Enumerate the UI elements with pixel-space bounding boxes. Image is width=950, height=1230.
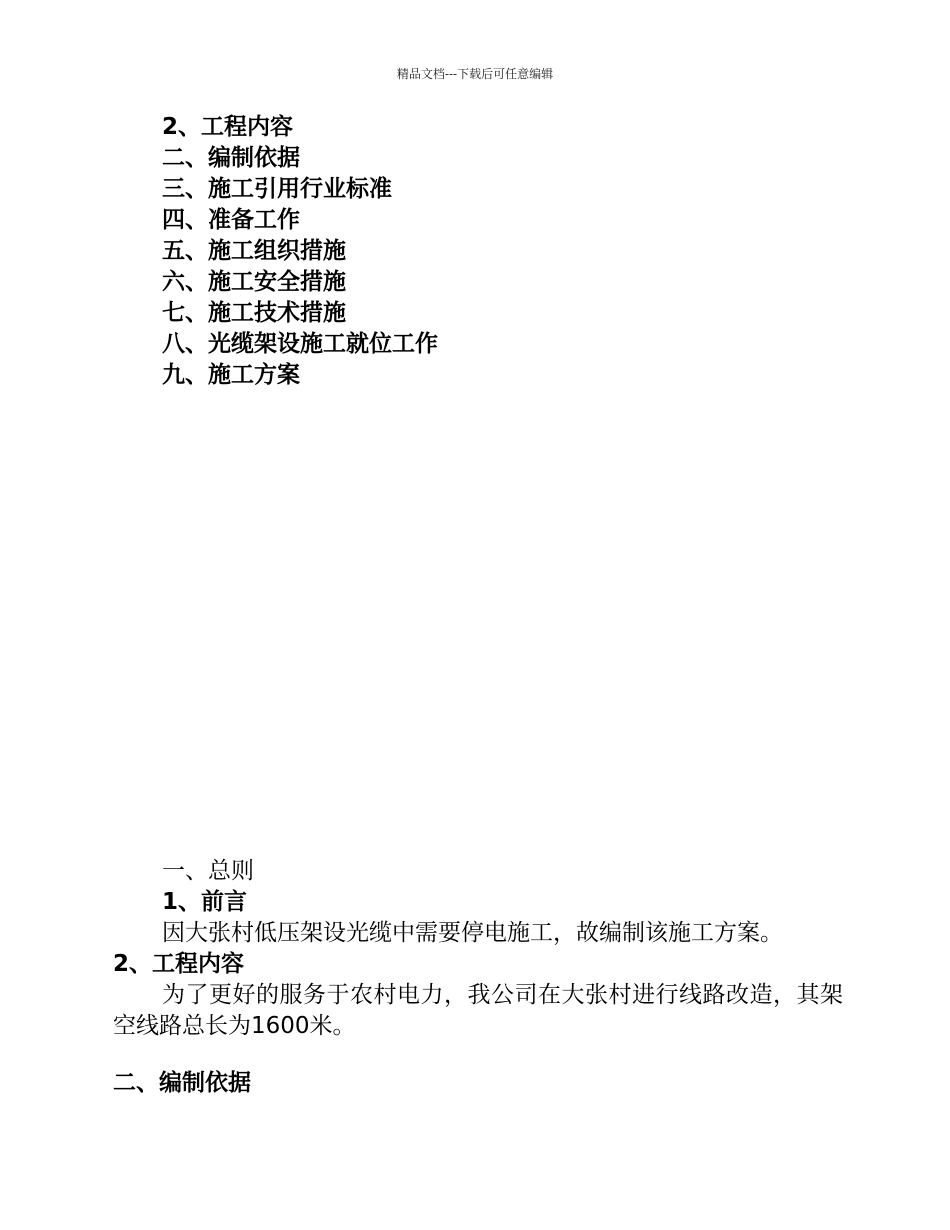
toc-item-plan: 九、施工方案 <box>162 362 300 388</box>
toc-item-preparation: 四、准备工作 <box>162 207 300 233</box>
toc-item-safety: 六、施工安全措施 <box>162 269 346 295</box>
paragraph-spacer <box>113 1042 843 1068</box>
preface-paragraph: 因大张村低压架设光缆中需要停电施工，故编制该施工方案。 <box>162 920 783 946</box>
page-header: 精品文档---下载后可任意编辑 <box>396 67 554 81</box>
subheading-preface: 1、前言 <box>162 889 248 915</box>
section-heading-basis: 二、编制依据 <box>113 1070 251 1096</box>
table-of-contents <box>162 112 438 391</box>
toc-item-organization: 五、施工组织措施 <box>162 238 346 264</box>
toc-item-basis: 二、编制依据 <box>162 145 300 171</box>
toc-item-technical: 七、施工技术措施 <box>162 300 346 326</box>
toc-item-cable-installation: 八、光缆架设施工就位工作 <box>162 331 438 357</box>
section-heading-general: 一、总则 <box>162 858 254 884</box>
toc-item-scope: 2、工程内容 <box>162 114 294 140</box>
scope-paragraph: 为了更好的服务于农村电力，我公司在大张村进行线路改造，其架空线路总长为1600米。 <box>113 982 843 1039</box>
toc-item-standards: 三、施工引用行业标准 <box>162 176 392 202</box>
subheading-scope: 2、工程内容 <box>113 951 245 977</box>
document-body <box>113 856 843 1099</box>
